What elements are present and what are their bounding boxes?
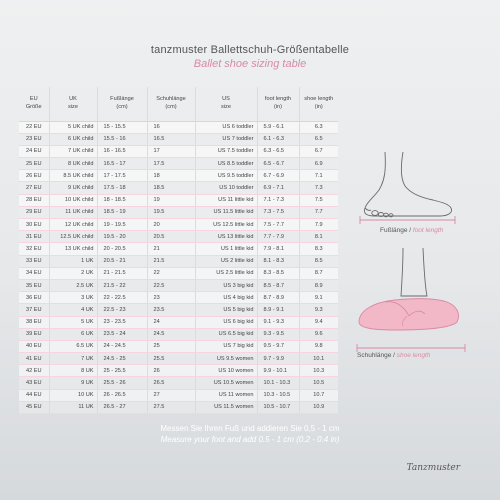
column-header	[147, 87, 195, 121]
table-cell: 35 EU	[19, 279, 49, 291]
table-row	[19, 194, 338, 206]
table-cell: 24.5 - 25	[97, 353, 147, 365]
table-cell: 26 - 26.5	[97, 389, 147, 401]
table-row	[19, 133, 338, 145]
table-cell: US 11.5 little kid	[195, 206, 257, 218]
table-cell: US 7 big kid	[195, 340, 257, 352]
table-cell: US 9.5 toddler	[195, 170, 257, 182]
table-row	[19, 365, 338, 377]
table-cell: 8.3	[299, 243, 338, 255]
table-cell: US 10.5 women	[195, 377, 257, 389]
column-header	[195, 87, 257, 121]
table-cell: 8.7 - 8.9	[257, 292, 299, 304]
table-row	[19, 206, 338, 218]
table-cell: 9 UK child	[49, 182, 97, 194]
table-cell: 9.3 - 9.5	[257, 328, 299, 340]
table-cell: 6.3	[299, 121, 338, 133]
table-cell: 27 EU	[19, 182, 49, 194]
column-header-line: shoe length	[304, 96, 334, 103]
table-row	[19, 279, 338, 291]
table-cell: 6.7 - 6.9	[257, 170, 299, 182]
table-cell: 18	[147, 170, 195, 182]
table-cell: 25	[147, 340, 195, 352]
table-cell: 22.5 - 23	[97, 304, 147, 316]
table-cell: 13 UK child	[49, 243, 97, 255]
table-cell: 21.5	[147, 255, 195, 267]
table-row	[19, 304, 338, 316]
table-cell: 2.5 UK	[49, 279, 97, 291]
table-cell: 37 EU	[19, 304, 49, 316]
table-cell: 28 EU	[19, 194, 49, 206]
table-cell: 25 EU	[19, 158, 49, 170]
table-row	[19, 158, 338, 170]
note-english: Measure your foot and add 0.5 - 1 cm (0.2 - 0.4 in)	[160, 435, 340, 444]
table-cell: 39 EU	[19, 328, 49, 340]
table-row	[19, 121, 338, 133]
table-cell: 8.3 - 8.5	[257, 267, 299, 279]
table-cell: US 2.5 little kid	[195, 267, 257, 279]
table-cell: 9.8	[299, 340, 338, 352]
table-cell: 21	[147, 243, 195, 255]
column-header-line: Schuhlänge	[156, 96, 186, 103]
table-cell: 25 - 25.5	[97, 365, 147, 377]
table-cell: 43 EU	[19, 377, 49, 389]
column-header-line: size	[221, 103, 231, 110]
caption-separator: /	[391, 352, 397, 359]
note-german: Messen Sie Ihren Fuß und addieren Sie 0,5 - 1 cm	[160, 424, 340, 433]
table-cell: 22 - 22.5	[97, 292, 147, 304]
table-cell: US 10 women	[195, 365, 257, 377]
table-cell: 17	[147, 145, 195, 157]
table-cell: 26	[147, 365, 195, 377]
table-cell: 38 EU	[19, 316, 49, 328]
table-cell: 21 - 21.5	[97, 267, 147, 279]
table-cell: 6.3 - 6.5	[257, 145, 299, 157]
table-cell: 12 UK child	[49, 219, 97, 231]
brand-logo: Tanzmuster	[406, 463, 460, 473]
table-cell: 25.5	[147, 353, 195, 365]
foot-length-caption-en: foot length	[412, 227, 444, 234]
table-cell: 16	[147, 121, 195, 133]
table-cell: 26.5 - 27	[97, 401, 147, 413]
table-cell: US 2 little kid	[195, 255, 257, 267]
table-cell: 24 EU	[19, 145, 49, 157]
ballet-shoe-icon	[359, 248, 459, 330]
table-cell: 3 UK	[49, 292, 97, 304]
table-row	[19, 182, 338, 194]
table-cell: 10.3 - 10.5	[257, 389, 299, 401]
table-cell: 10.1 - 10.3	[257, 377, 299, 389]
shoe-length-caption-en: shoe length	[396, 352, 431, 359]
table-cell: US 10 toddler	[195, 182, 257, 194]
table-cell: 19.5	[147, 206, 195, 218]
measurement-note	[0, 424, 500, 444]
table-row	[19, 219, 338, 231]
table-cell: 44 EU	[19, 389, 49, 401]
table-cell: 25.5 - 26	[97, 377, 147, 389]
table-cell: US 7 toddler	[195, 133, 257, 145]
column-header-line: US	[222, 96, 230, 103]
table-cell: 4 UK	[49, 304, 97, 316]
table-cell: 12.5 UK child	[49, 231, 97, 243]
bare-foot-icon	[364, 152, 451, 217]
table-cell: 23 - 23.5	[97, 316, 147, 328]
title-german: tanzmuster Ballettschuh-Größentabelle	[150, 44, 350, 56]
table-cell: 10.1	[299, 353, 338, 365]
table-cell: 33 EU	[19, 255, 49, 267]
table-cell: 22.5	[147, 279, 195, 291]
shoe-length-measure-icon	[357, 344, 465, 352]
column-header	[49, 87, 97, 121]
table-cell: 41 EU	[19, 353, 49, 365]
table-cell: 7.1	[299, 170, 338, 182]
table-cell: 17.5	[147, 158, 195, 170]
table-cell: US 7.5 toddler	[195, 145, 257, 157]
table-cell: 17 - 17.5	[97, 170, 147, 182]
table-cell: 23.5	[147, 304, 195, 316]
table-cell: 8.9 - 9.1	[257, 304, 299, 316]
table-cell: 8.5	[299, 255, 338, 267]
table-cell: 9.5 - 9.7	[257, 340, 299, 352]
table-cell: 6.9 - 7.1	[257, 182, 299, 194]
table-cell: 10.5	[299, 377, 338, 389]
table-cell: 18 - 18.5	[97, 194, 147, 206]
caption-separator: /	[407, 227, 413, 234]
foot-length-measure-icon	[360, 216, 455, 224]
table-cell: 7.3	[299, 182, 338, 194]
column-header-line: EU	[29, 96, 38, 103]
table-cell: US 1 little kid	[195, 243, 257, 255]
table-cell: US 6 big kid	[195, 316, 257, 328]
title-english: Ballet shoe sizing table	[193, 58, 307, 70]
table-row	[19, 328, 338, 340]
table-cell: 7.5 - 7.7	[257, 219, 299, 231]
table-cell: US 8.5 toddler	[195, 158, 257, 170]
table-cell: 19	[147, 194, 195, 206]
table-cell: 7.9	[299, 219, 338, 231]
table-cell: 8.9	[299, 279, 338, 291]
page-header	[0, 44, 500, 70]
column-header-line: size	[68, 103, 78, 110]
column-header-line: (in)	[273, 103, 283, 110]
table-cell: 24.5	[147, 328, 195, 340]
table-cell: 17.5 - 18	[97, 182, 147, 194]
table-cell: 10.9	[299, 401, 338, 413]
table-cell: 11 UK	[49, 401, 97, 413]
foot-length-caption	[380, 227, 443, 234]
table-cell: 2 UK	[49, 267, 97, 279]
table-cell: 31 EU	[19, 231, 49, 243]
table-cell: 7.9 - 8.1	[257, 243, 299, 255]
table-cell: US 9.5 women	[195, 353, 257, 365]
table-cell: 6.5	[299, 133, 338, 145]
table-cell: 16 - 16.5	[97, 145, 147, 157]
table-cell: 16.5 - 17	[97, 158, 147, 170]
table-cell: 24 - 24.5	[97, 340, 147, 352]
table-cell: 40 EU	[19, 340, 49, 352]
table-cell: 6 UK	[49, 328, 97, 340]
table-cell: 7.7	[299, 206, 338, 218]
column-header-line: (cm)	[116, 103, 128, 110]
table-cell: 5.9 - 6.1	[257, 121, 299, 133]
table-cell: 19.5 - 20	[97, 231, 147, 243]
table-row	[19, 255, 338, 267]
table-cell: US 6.5 big kid	[195, 328, 257, 340]
column-header-line: (cm)	[165, 103, 177, 110]
table-row	[19, 389, 338, 401]
table-cell: 9.1 - 9.3	[257, 316, 299, 328]
table-cell: 34 EU	[19, 267, 49, 279]
table-cell: 8.5 - 8.7	[257, 279, 299, 291]
column-header	[299, 87, 338, 121]
table-cell: US 11.5 women	[195, 401, 257, 413]
table-row	[19, 170, 338, 182]
table-cell: 20.5 - 21	[97, 255, 147, 267]
table-row	[19, 401, 338, 413]
table-cell: 10.5 - 10.7	[257, 401, 299, 413]
table-cell: 1 UK	[49, 255, 97, 267]
table-cell: 24	[147, 316, 195, 328]
table-cell: US 13 little kid	[195, 231, 257, 243]
table-cell: 9.4	[299, 316, 338, 328]
table-cell: 8.5 UK child	[49, 170, 97, 182]
table-cell: 10.3	[299, 365, 338, 377]
table-cell: 18.5 - 19	[97, 206, 147, 218]
table-cell: 6 UK child	[49, 133, 97, 145]
table-cell: 7 UK child	[49, 145, 97, 157]
table-cell: 27	[147, 389, 195, 401]
size-table-header	[19, 87, 338, 121]
table-cell: 10 UK	[49, 389, 97, 401]
table-cell: 18.5	[147, 182, 195, 194]
column-header-line: Größe	[25, 103, 42, 110]
table-cell: 32 EU	[19, 243, 49, 255]
table-cell: 10.7	[299, 389, 338, 401]
table-cell: 6.1 - 6.3	[257, 133, 299, 145]
table-cell: 11 UK child	[49, 206, 97, 218]
table-row	[19, 292, 338, 304]
table-cell: US 5 big kid	[195, 304, 257, 316]
column-header	[19, 87, 49, 121]
table-cell: 7.5	[299, 194, 338, 206]
table-cell: 26.5	[147, 377, 195, 389]
column-header-line: foot length	[264, 96, 292, 103]
table-cell: 7 UK	[49, 353, 97, 365]
table-cell: 5 UK	[49, 316, 97, 328]
table-cell: 6.5 - 6.7	[257, 158, 299, 170]
table-cell: 9.6	[299, 328, 338, 340]
shoe-length-caption-de: Schuhlänge	[357, 352, 392, 359]
table-cell: 7.1 - 7.3	[257, 194, 299, 206]
table-cell: 8.1	[299, 231, 338, 243]
column-header-line: Fußlänge	[110, 96, 134, 103]
table-cell: 9.1	[299, 292, 338, 304]
table-row	[19, 145, 338, 157]
table-cell: US 3 big kid	[195, 279, 257, 291]
table-cell: 8.7	[299, 267, 338, 279]
table-cell: 16.5	[147, 133, 195, 145]
table-cell: 36 EU	[19, 292, 49, 304]
column-header-line: UK	[69, 96, 77, 103]
table-cell: 9.9 - 10.1	[257, 365, 299, 377]
table-cell: US 6 toddler	[195, 121, 257, 133]
table-cell: 6.5 UK	[49, 340, 97, 352]
table-cell: 19 - 19.5	[97, 219, 147, 231]
table-cell: 9.7 - 9.9	[257, 353, 299, 365]
size-table-body	[19, 121, 338, 414]
table-cell: 22	[147, 267, 195, 279]
table-cell: 22 EU	[19, 121, 49, 133]
table-row	[19, 243, 338, 255]
table-cell: 15 - 15.5	[97, 121, 147, 133]
column-header	[97, 87, 147, 121]
table-cell: 20.5	[147, 231, 195, 243]
table-row	[19, 340, 338, 352]
table-cell: 20	[147, 219, 195, 231]
size-table-container	[19, 87, 338, 411]
table-cell: 23 EU	[19, 133, 49, 145]
foot-length-caption-de: Fußlänge	[380, 227, 408, 234]
table-cell: US 11 little kid	[195, 194, 257, 206]
table-cell: 23.5 - 24	[97, 328, 147, 340]
table-cell: US 12.5 little kid	[195, 219, 257, 231]
table-cell: 7.3 - 7.5	[257, 206, 299, 218]
shoe-length-caption	[357, 352, 430, 359]
table-cell: 8 UK	[49, 365, 97, 377]
column-header	[257, 87, 299, 121]
table-cell: 6.7	[299, 145, 338, 157]
table-row	[19, 267, 338, 279]
table-cell: 9 UK	[49, 377, 97, 389]
table-cell: 5 UK child	[49, 121, 97, 133]
table-cell: US 4 big kid	[195, 292, 257, 304]
column-header-line: (in)	[314, 103, 323, 110]
table-cell: 20 - 20.5	[97, 243, 147, 255]
table-cell: 15.5 - 16	[97, 133, 147, 145]
table-cell: 7.7 - 7.9	[257, 231, 299, 243]
table-row	[19, 377, 338, 389]
table-row	[19, 353, 338, 365]
table-cell: 8 UK child	[49, 158, 97, 170]
table-cell: 8.1 - 8.3	[257, 255, 299, 267]
table-cell: 10 UK child	[49, 194, 97, 206]
table-cell: 9.3	[299, 304, 338, 316]
table-cell: 23	[147, 292, 195, 304]
table-cell: US 11 women	[195, 389, 257, 401]
foot-illustration	[345, 150, 480, 380]
size-table	[19, 87, 338, 414]
table-cell: 21.5 - 22	[97, 279, 147, 291]
table-row	[19, 231, 338, 243]
table-cell: 26 EU	[19, 170, 49, 182]
table-cell: 30 EU	[19, 219, 49, 231]
table-row	[19, 316, 338, 328]
table-cell: 42 EU	[19, 365, 49, 377]
table-cell: 6.9	[299, 158, 338, 170]
table-cell: 27.5	[147, 401, 195, 413]
table-cell: 29 EU	[19, 206, 49, 218]
table-cell: 45 EU	[19, 401, 49, 413]
